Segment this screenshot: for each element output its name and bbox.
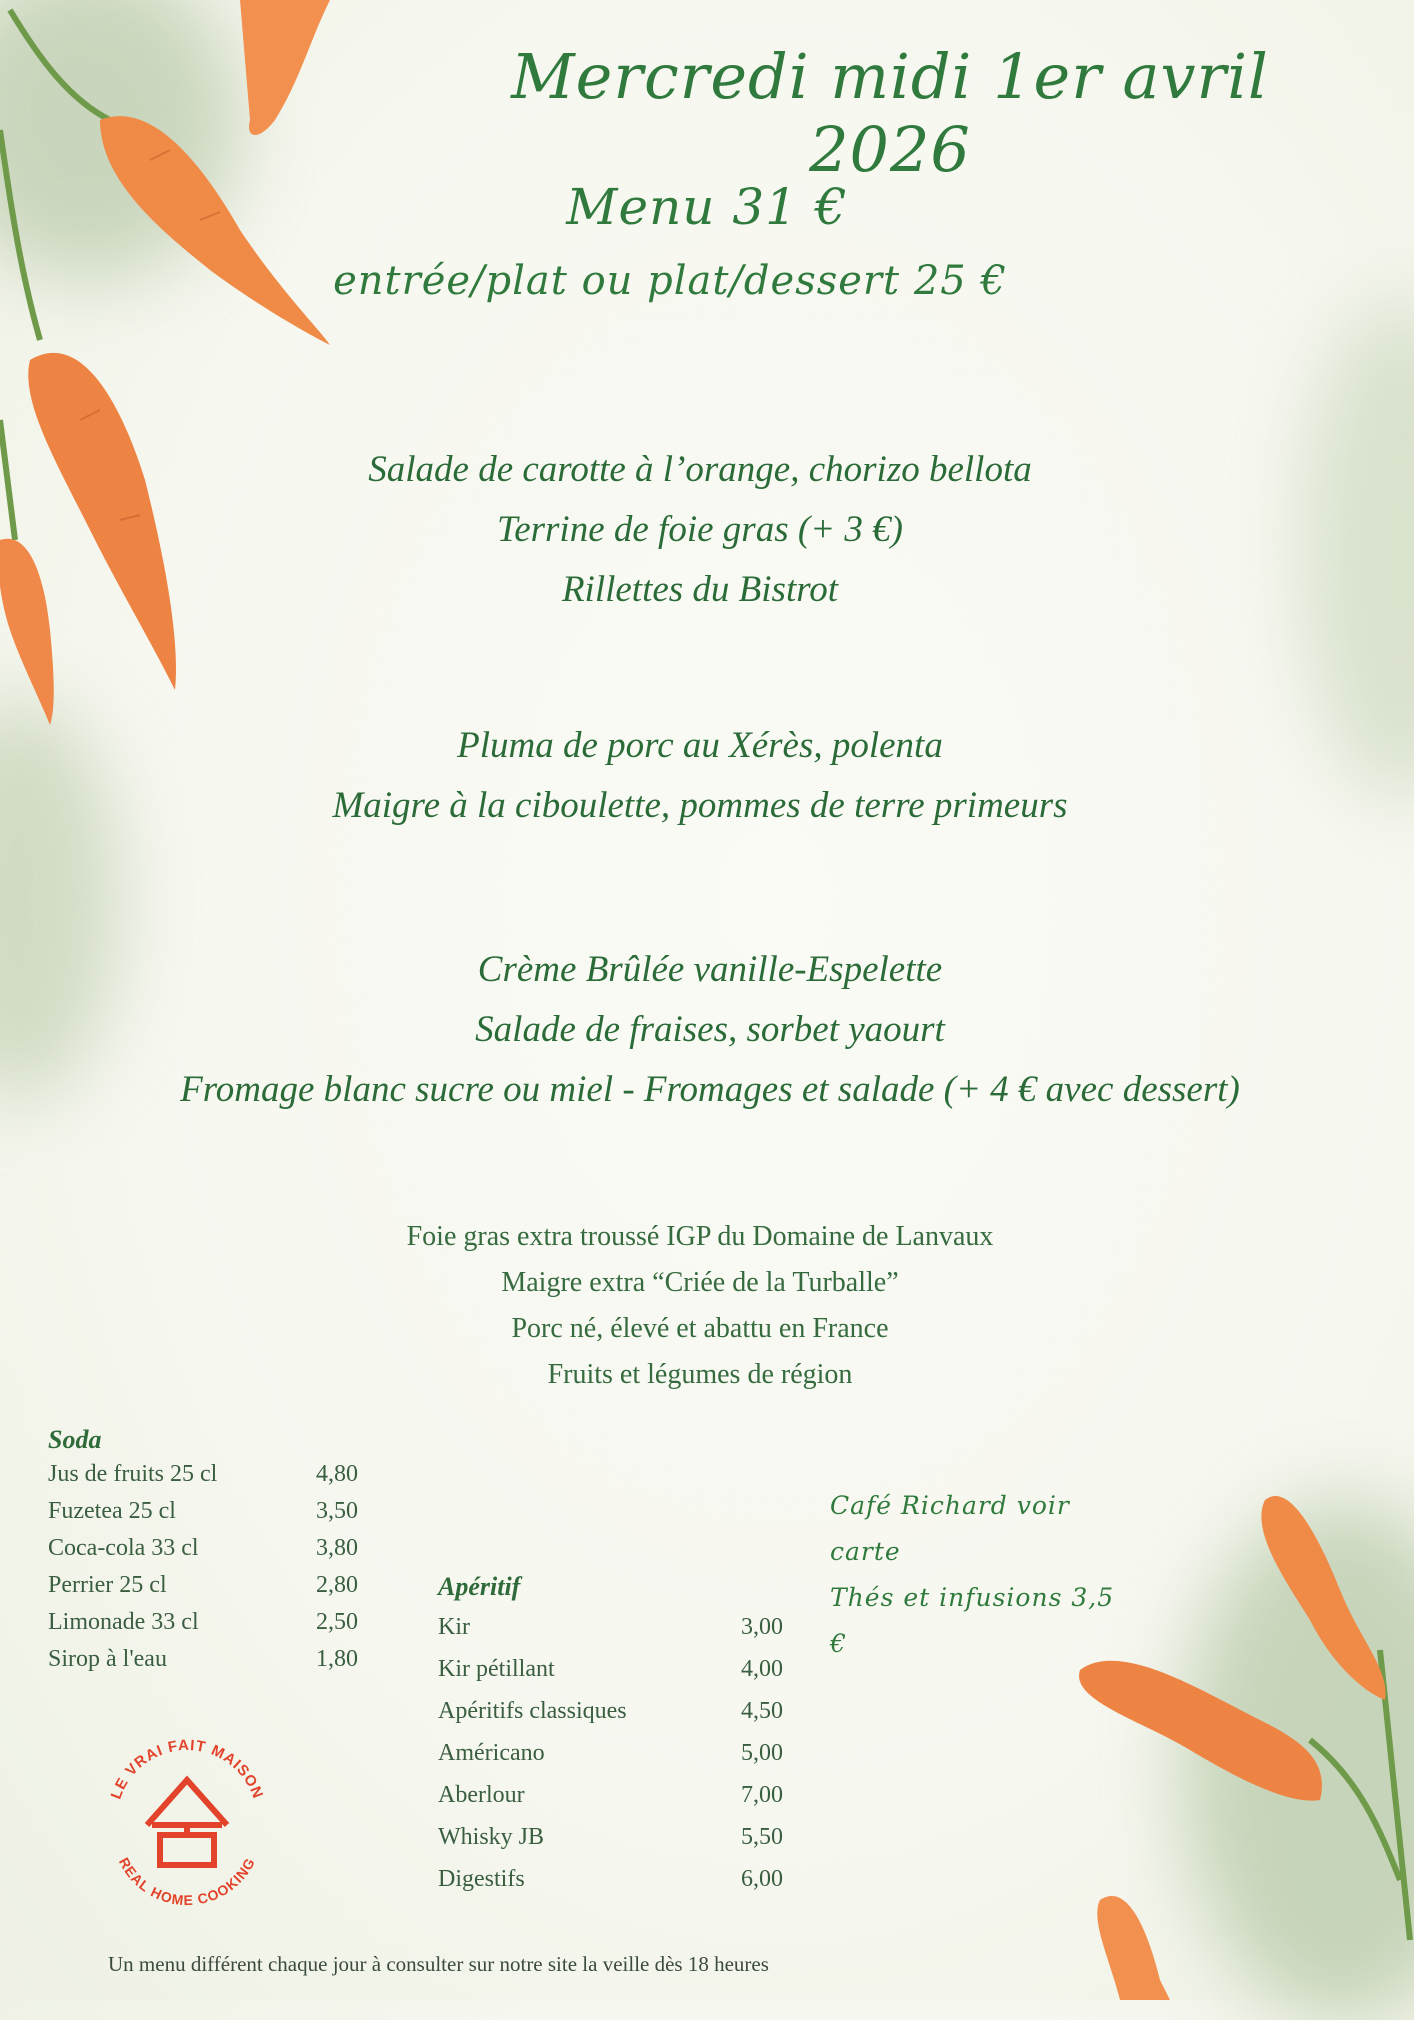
logo-bottom-text: REAL HOME COOKING xyxy=(115,1854,259,1909)
drink-row xyxy=(48,1646,358,1683)
drink-name: Aberlour xyxy=(438,1782,525,1808)
formula-price: entrée/plat ou plat/dessert 25 € xyxy=(333,258,1007,304)
drink-price: 4,00 xyxy=(741,1656,783,1682)
drink-row xyxy=(48,1609,358,1646)
soda-list xyxy=(48,1425,358,1683)
dish-item: Maigre à la ciboulette, pommes de terre primeurs xyxy=(332,785,1068,826)
tea-line: Thés et infusions 3,5 € xyxy=(830,1583,1115,1658)
drink-row xyxy=(438,1740,783,1782)
drink-name: Digestifs xyxy=(438,1866,525,1892)
aperitif-list xyxy=(438,1572,783,1908)
svg-text:LE VRAI FAIT MAISON xyxy=(108,1737,267,1802)
drink-name: Kir pétillant xyxy=(438,1656,555,1682)
drink-price: 2,50 xyxy=(316,1609,358,1635)
dish-item: Crème Brûlée vanille-Espelette xyxy=(477,949,943,990)
entrees-section xyxy=(150,440,1250,620)
greenery-wash xyxy=(0,700,120,1100)
drink-row xyxy=(48,1572,358,1609)
menu-date: Mercredi midi 1er avril 2026 xyxy=(511,40,1269,186)
drink-name: Coca-cola 33 cl xyxy=(48,1535,199,1561)
origin-item: Maigre extra “Criée de la Turballe” xyxy=(501,1267,899,1298)
footer-note: Un menu différent chaque jour à consulter sur notre site la veille dès 18 heures xyxy=(108,1952,769,1976)
drink-row xyxy=(438,1656,783,1698)
aperitif-title: Apéritif xyxy=(438,1572,521,1601)
drink-price: 1,80 xyxy=(316,1646,358,1672)
plats-section xyxy=(150,716,1250,836)
cafe-info xyxy=(830,1483,1130,1667)
cafe-line: Café Richard voir carte xyxy=(830,1491,1070,1566)
origin-item: Fruits et légumes de région xyxy=(547,1359,853,1390)
dish-item: Terrine de foie gras (+ 3 €) xyxy=(497,509,903,550)
drink-price: 5,00 xyxy=(741,1740,783,1766)
drink-name: Kir xyxy=(438,1614,470,1640)
drink-name: Limonade 33 cl xyxy=(48,1609,199,1635)
dish-item: Fromage blanc sucre ou miel - Fromages et salade (+ 4 € avec dessert) xyxy=(180,1069,1240,1110)
menu-price: Menu 31 € xyxy=(566,178,848,236)
drink-name: Perrier 25 cl xyxy=(48,1572,167,1598)
drink-price: 2,80 xyxy=(316,1572,358,1598)
drink-name: Américano xyxy=(438,1740,545,1766)
origin-item: Foie gras extra troussé IGP du Domaine de Lanvaux xyxy=(406,1221,994,1252)
drink-row xyxy=(438,1614,783,1656)
drink-row xyxy=(48,1535,358,1572)
drink-row xyxy=(438,1782,783,1824)
dish-item: Rillettes du Bistrot xyxy=(561,569,839,610)
drink-price: 3,00 xyxy=(741,1614,783,1640)
drink-name: Jus de fruits 25 cl xyxy=(48,1461,218,1487)
drink-price: 6,00 xyxy=(741,1866,783,1892)
origins-section xyxy=(200,1214,1200,1398)
soda-title: Soda xyxy=(48,1425,102,1454)
drink-name: Whisky JB xyxy=(438,1824,545,1850)
drink-price: 5,50 xyxy=(741,1824,783,1850)
origin-item: Porc né, élevé et abattu en France xyxy=(511,1313,889,1344)
drink-row xyxy=(438,1824,783,1866)
dish-item: Pluma de porc au Xérès, polenta xyxy=(457,725,943,766)
drink-price: 7,00 xyxy=(741,1782,783,1808)
drink-row xyxy=(48,1498,358,1535)
drink-price: 3,50 xyxy=(316,1498,358,1524)
dish-item: Salade de carotte à l’orange, chorizo bellota xyxy=(368,449,1032,490)
greenery-wash xyxy=(1300,300,1414,800)
desserts-section xyxy=(120,940,1300,1120)
carrot-illustration xyxy=(0,0,360,740)
house-icon xyxy=(147,1780,227,1865)
drink-price: 3,80 xyxy=(316,1535,358,1561)
drink-name: Fuzetea 25 cl xyxy=(48,1498,176,1524)
drink-price: 4,50 xyxy=(741,1698,783,1724)
drink-row xyxy=(438,1698,783,1740)
dish-item: Salade de fraises, sorbet yaourt xyxy=(475,1009,945,1050)
drink-row xyxy=(48,1461,358,1498)
drink-price: 4,80 xyxy=(316,1461,358,1487)
logo-top-text: LE VRAI FAIT MAISON xyxy=(107,1736,267,1802)
drink-name: Sirop à l'eau xyxy=(48,1646,167,1672)
vrai-fait-maison-logo xyxy=(92,1720,282,1910)
drink-row xyxy=(438,1866,783,1908)
drink-name: Apéritifs classiques xyxy=(438,1698,627,1724)
